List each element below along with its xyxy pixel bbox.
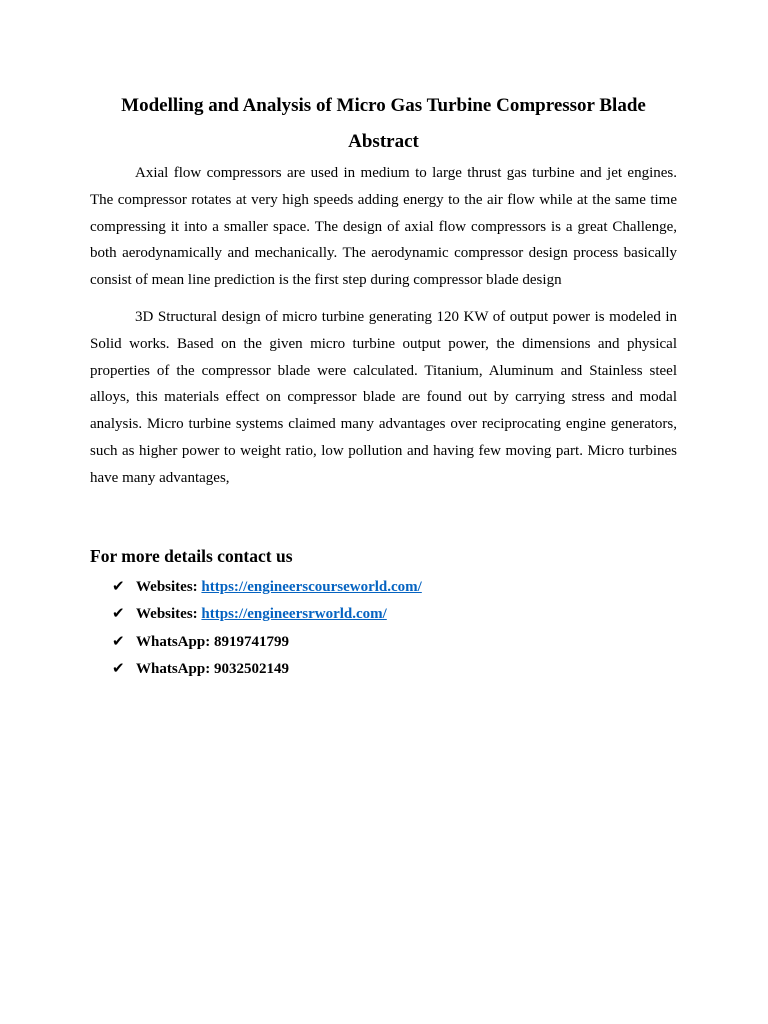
- contact-label: Websites:: [136, 606, 198, 623]
- website-link-engineersrworld[interactable]: https://engineersrworld.com/: [201, 606, 387, 623]
- contact-item-whatsapp-1: [112, 628, 677, 656]
- document-page: [90, 88, 677, 683]
- whatsapp-number: 9032502149: [213, 661, 289, 678]
- contact-label: WhatsApp:: [136, 661, 211, 678]
- contact-item-website-2: [112, 600, 677, 628]
- contact-item-whatsapp-2: [112, 655, 677, 683]
- contact-label: Websites:: [136, 578, 198, 595]
- contact-heading: For more details contact us: [90, 545, 293, 566]
- contact-item-website-1: [112, 573, 677, 601]
- check-icon: ✔: [112, 659, 125, 678]
- abstract-heading: Abstract: [348, 131, 419, 152]
- contact-label: WhatsApp:: [136, 633, 211, 650]
- contact-list: [90, 573, 677, 683]
- whatsapp-number: 8919741799: [213, 633, 289, 650]
- abstract-paragraph-1: Axial flow compressors are used in medium to large thrust gas turbine and jet engines. The compressor rotates at very high speeds adding energy to the air flow while at the same time compressing it into a smaller space. The design of axial flow compressors is a great Challenge, both aerodynamically and mechanically. The aerodynamic compressor design process basically consist of mean line prediction is the first step during compressor blade design: [90, 165, 677, 289]
- abstract-paragraph-2: 3D Structural design of micro turbine generating 120 KW of output power is modeled in Solid works. Based on the given micro turbine output power, the dimensions and physical properties of the compressor blade were calculated. Titanium, Aluminum and Stainless steel alloys, this materials effect on compressor blade are found out by carrying stress and modal analysis. Micro turbine systems claimed many advantages over reciprocating engine generators, such as higher power to weight ratio, low pollution and having few moving part. Micro turbines have many advantages,: [90, 308, 677, 486]
- document-title: Modelling and Analysis of Micro Gas Turbine Compressor Blade: [121, 95, 646, 116]
- website-link-engineerscourseworld[interactable]: https://engineerscourseworld.com/: [201, 578, 422, 595]
- check-icon: ✔: [112, 631, 125, 650]
- check-icon: ✔: [112, 576, 125, 595]
- check-icon: ✔: [112, 604, 125, 623]
